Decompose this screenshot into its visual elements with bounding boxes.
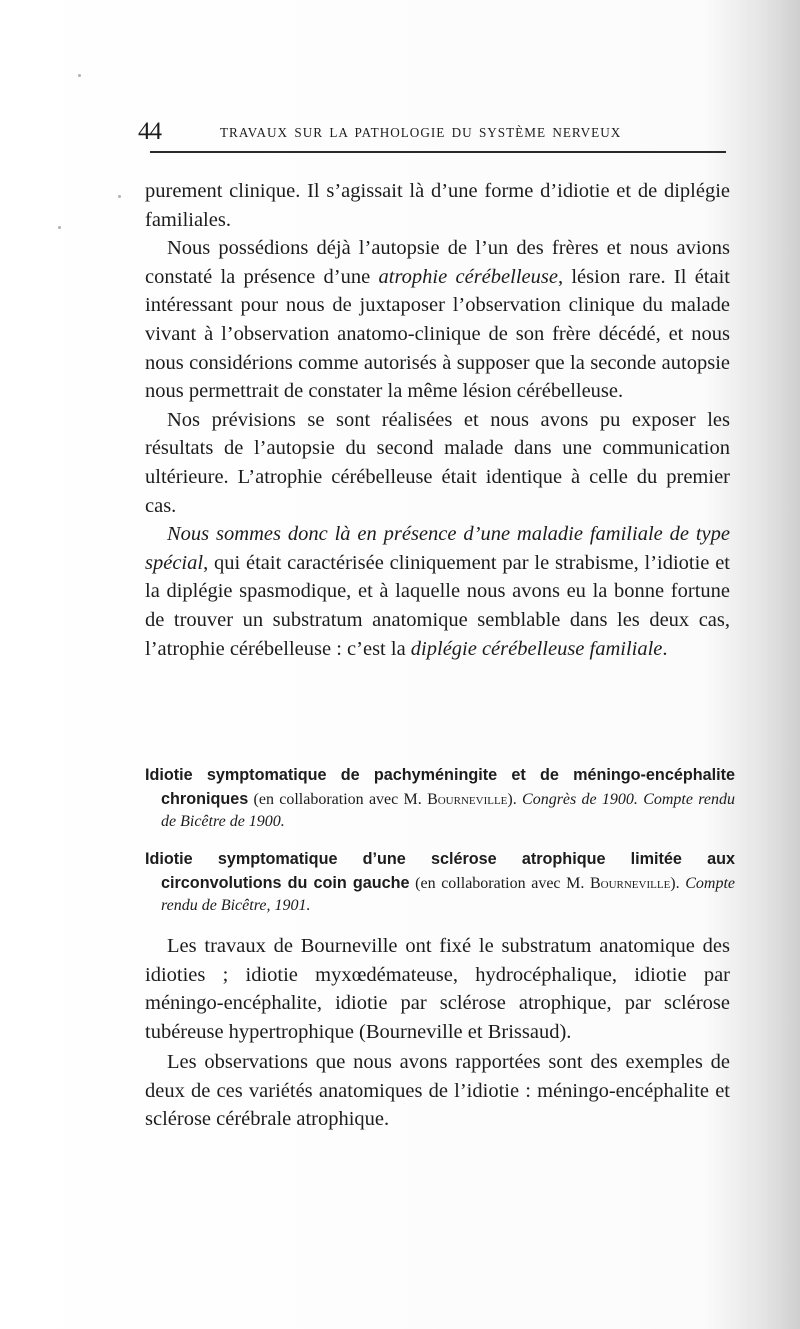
paragraph-3-text: Nos prévisions se sont réalisées et nous avons pu exposer les résultats de l’autopsie du second malade dans une communication ultérieure. L’atrophie cérébelleuse était identique à celle du premier cas.: [145, 408, 730, 517]
paragraph-4-italic-c: diplégie cérébelleuse familiale: [410, 637, 663, 660]
ink-speck: [78, 74, 81, 77]
paragraph-4-text-b: , qui était caractérisée cliniquement par le strabisme, l’idiotie et la diplégie spasmodique, et à laquelle nous avons eu la bonne fortune de trouver un substratum anatomique semblable dans les deux cas, l’atrophie cérébelleuse : c’est la: [145, 551, 730, 660]
bib-1-collab: (en collaboration avec M.: [248, 790, 428, 808]
bib-2-author: Bourneville: [589, 874, 671, 892]
page-number: 44: [138, 118, 161, 145]
paragraph-4-end: .: [662, 637, 668, 660]
running-title: TRAVAUX SUR LA PATHOLOGIE DU SYSTÈME NERVEUX: [220, 125, 622, 140]
paragraph-5: [145, 932, 730, 1046]
paragraph-3: [145, 406, 730, 520]
paragraph-5-text: Les travaux de Bourneville ont fixé le substratum anatomique des idioties ; idiotie myxœdémateuse, hydrocéphalique, idiotie par méningo-encéphalite, idiotie par sclérose atrophique, par sclérose tubéreuse hypertrophique (Bourneville et Brissaud).: [145, 935, 730, 1043]
paragraph-4: [145, 520, 730, 663]
ink-speck: [118, 195, 121, 198]
paragraph-1: [145, 177, 730, 234]
ink-speck: [58, 226, 61, 229]
main-text: [145, 177, 730, 663]
closing-text: [145, 932, 730, 1134]
bibliography-entry-1: [145, 764, 735, 834]
bib-1-source: Congrès de 1900. Compte rendu de Bicêtre de 1900.: [161, 790, 736, 830]
paragraph-2-text-a: Nous possédions déjà l’autopsie de l’un des frères et nous avions constaté la présence d’une: [145, 237, 730, 288]
bib-1-title: Idiotie symptomatique de pachyméningite et de méningo-encéphalite chroniques: [145, 766, 735, 808]
bib-1-collab-end: ).: [507, 790, 517, 808]
bib-2-title: Idiotie symptomatique d’une sclérose atrophique limitée aux circonvolutions du coin gauche: [145, 850, 735, 892]
paragraph-1-text: purement clinique. Il s’agissait là d’une forme d’idiotie et de diplégie familiales.: [145, 180, 730, 231]
bib-1-author: Bourneville: [427, 790, 508, 808]
bib-2-source: Compte rendu de Bicêtre, 1901.: [161, 874, 736, 914]
bibliography-entry-2: [145, 848, 735, 918]
bib-2-collab: (en collaboration avec M.: [409, 874, 590, 892]
paragraph-2-text-b: , lésion rare. Il était intéressant pour nous de juxtaposer l’observation clinique du malade vivant à l’observation anatomo-clinique de son frère décédé, et nous nous considérions comme autorisés à supposer que la seconde autopsie nous permettrait de constater la même lésion cérébelleuse.: [145, 265, 730, 403]
bib-2-collab-end: ).: [670, 874, 680, 892]
paragraph-4-italic-a: Nous sommes donc là en présence d’une maladie familiale de type spécial: [145, 523, 730, 574]
paragraph-2: [145, 234, 730, 406]
paragraph-6-text: Les observations que nous avons rapportées sont des exemples de deux de ces variétés anatomiques de l’idiotie : méningo-encéphalite et sclérose cérébrale atrophique.: [145, 1051, 730, 1130]
paragraph-2-italic: atrophie cérébelleuse: [378, 265, 558, 288]
running-head: [134, 116, 724, 144]
paragraph-6: [145, 1048, 730, 1134]
header-rule: [150, 151, 726, 153]
